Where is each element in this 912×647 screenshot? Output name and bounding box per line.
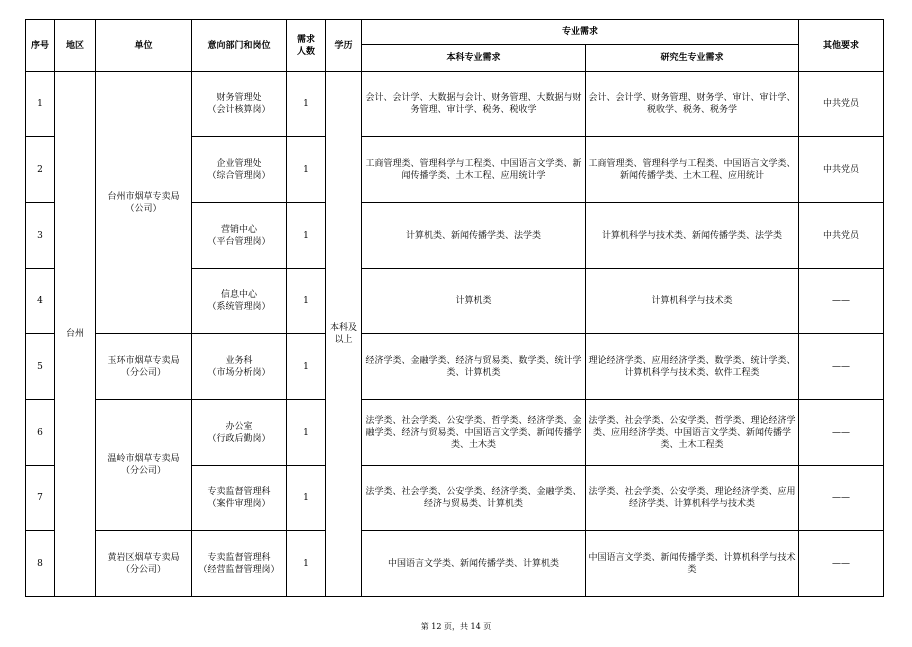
other-cell: 中共党员 [799, 72, 884, 137]
unit-cell-taizhou: 台州市烟草专卖局 （公司） [96, 72, 192, 334]
dept-cell: 营销中心 （平台管理岗） [192, 203, 287, 269]
other-cell: —— [799, 466, 884, 531]
other-cell: —— [799, 334, 884, 400]
header-dept: 意向部门和岗位 [192, 20, 287, 72]
unit-cell-yuhuan: 玉环市烟草专卖局 （分公司） [96, 334, 192, 400]
seq-cell: 1 [26, 72, 55, 137]
master-cell: 中国语言文学类、新闻传播学类、计算机科学与技术类 [586, 531, 799, 597]
header-major-master: 研究生专业需求 [586, 45, 799, 72]
count-cell: 1 [287, 203, 326, 269]
header-edu: 学历 [326, 20, 362, 72]
count-cell: 1 [287, 466, 326, 531]
seq-cell: 5 [26, 334, 55, 400]
master-cell: 会计、会计学、财务管理、财务学、审计、审计学、税收学、税务、税务学 [586, 72, 799, 137]
dept-cell: 财务管理处 （会计核算岗） [192, 72, 287, 137]
table-row [26, 531, 884, 597]
table-row [26, 72, 884, 137]
other-cell: —— [799, 269, 884, 334]
dept-cell: 企业管理处 （综合管理岗） [192, 137, 287, 203]
education-cell: 本科及 以上 [326, 72, 362, 597]
other-cell: 中共党员 [799, 203, 884, 269]
dept-cell: 业务科 （市场分析岗） [192, 334, 287, 400]
master-cell: 计算机科学与技术类、新闻传播学类、法学类 [586, 203, 799, 269]
count-cell: 1 [287, 269, 326, 334]
count-cell: 1 [287, 400, 326, 466]
table-row [26, 334, 884, 400]
seq-cell: 7 [26, 466, 55, 531]
dept-cell: 专卖监督管理科 （经营监督管理岗） [192, 531, 287, 597]
bachelor-cell: 会计、会计学、大数据与会计、财务管理、大数据与财务管理、审计学、税务、税收学 [362, 72, 586, 137]
other-cell: —— [799, 531, 884, 597]
bachelor-cell: 经济学类、金融学类、经济与贸易类、数学类、统计学类、计算机类 [362, 334, 586, 400]
bachelor-cell: 中国语言文学类、新闻传播学类、计算机类 [362, 531, 586, 597]
master-cell: 理论经济学类、应用经济学类、数学类、统计学类、计算机科学与技术类、软件工程类 [586, 334, 799, 400]
seq-cell: 4 [26, 269, 55, 334]
dept-cell: 专卖监督管理科 （案件审理岗） [192, 466, 287, 531]
dept-cell: 办公室 （行政后勤岗） [192, 400, 287, 466]
seq-cell: 8 [26, 531, 55, 597]
header-seq: 序号 [26, 20, 55, 72]
bachelor-cell: 计算机类、新闻传播学类、法学类 [362, 203, 586, 269]
count-cell: 1 [287, 72, 326, 137]
seq-cell: 6 [26, 400, 55, 466]
bachelor-cell: 法学类、社会学类、公安学类、经济学类、金融学类、经济与贸易类、计算机类 [362, 466, 586, 531]
table-row [26, 400, 884, 466]
count-cell: 1 [287, 137, 326, 203]
seq-cell: 3 [26, 203, 55, 269]
master-cell: 工商管理类、管理科学与工程类、中国语言文学类、新闻传播学类、土木工程、应用统计 [586, 137, 799, 203]
seq-cell: 2 [26, 137, 55, 203]
count-cell: 1 [287, 334, 326, 400]
other-cell: —— [799, 400, 884, 466]
header-major-group: 专业需求 [362, 20, 799, 45]
master-cell: 法学类、社会学类、公安学类、哲学类、理论经济学类、应用经济学类、中国语言文学类、新闻传播学类、土木工程类 [586, 400, 799, 466]
page-footer: 第 12 页，共 14 页 [420, 622, 492, 631]
bachelor-cell: 法学类、社会学类、公安学类、哲学类、经济学类、金融学类、经济与贸易类、中国语言文学类、新闻传播学类、土木类 [362, 400, 586, 466]
master-cell: 法学类、社会学类、公安学类、理论经济学类、应用经济学类、计算机科学与技术类 [586, 466, 799, 531]
bachelor-cell: 工商管理类、管理科学与工程类、中国语言文学类、新闻传播学类、土木工程、应用统计学 [362, 137, 586, 203]
recruitment-table [25, 19, 884, 597]
unit-cell-wenling: 温岭市烟草专卖局 （分公司） [96, 400, 192, 531]
other-cell: 中共党员 [799, 137, 884, 203]
region-cell: 台州 [55, 72, 96, 597]
header-unit: 单位 [96, 20, 192, 72]
header-other: 其他要求 [799, 20, 884, 72]
dept-cell: 信息中心 （系统管理岗） [192, 269, 287, 334]
count-cell: 1 [287, 531, 326, 597]
master-cell: 计算机科学与技术类 [586, 269, 799, 334]
header-major-bachelor: 本科专业需求 [362, 45, 586, 72]
bachelor-cell: 计算机类 [362, 269, 586, 334]
header-region: 地区 [55, 20, 96, 72]
header-count: 需求 人数 [287, 20, 326, 72]
unit-cell-huangyan: 黄岩区烟草专卖局 （分公司） [96, 531, 192, 597]
